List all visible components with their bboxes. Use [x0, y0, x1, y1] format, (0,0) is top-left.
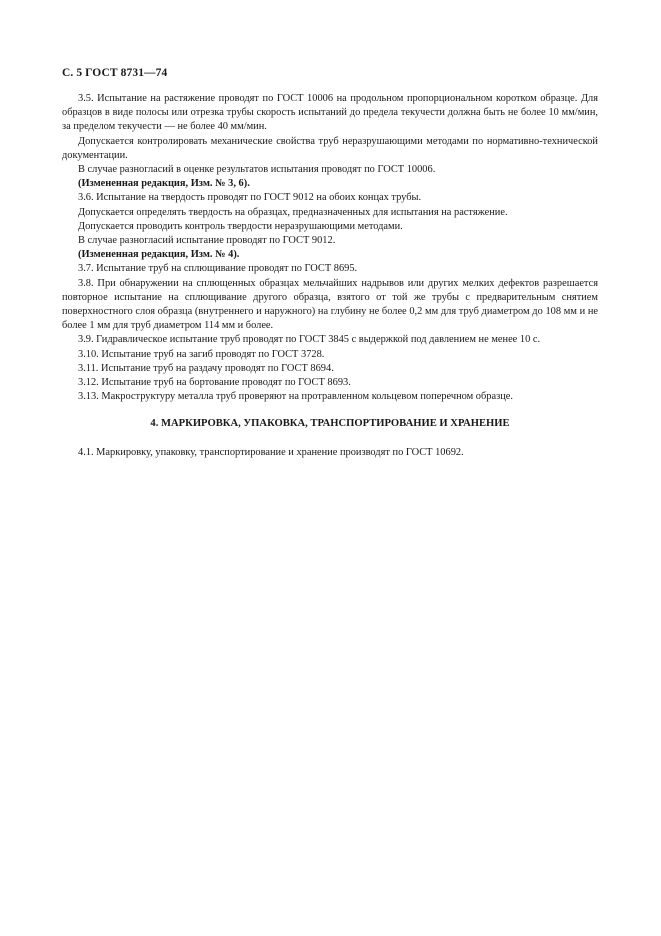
paragraph-disagreement-10006: В случае разногласий в оценке результатов испытания проводят по ГОСТ 10006. [78, 164, 436, 176]
paragraph-hardness-samples: Допускается определять твердость на образцах, предназначенных для испытания на растяжение. [78, 206, 508, 218]
paragraph-3-13: 3.13. Макроструктуру металла труб проверяют на протравленном кольцевом поперечном образце. [78, 391, 513, 403]
revision-note-3-6: (Измененная редакция, Изм. № 3, 6). [78, 178, 250, 190]
paragraph-3-6: 3.6. Испытание на твердость проводят по ГОСТ 9012 на обоих концах трубы. [78, 192, 422, 204]
paragraph-4-1: 4.1. Маркировку, упаковку, транспортирование и хранение производят по ГОСТ 10692. [78, 446, 464, 458]
paragraph-3-12: 3.12. Испытание труб на бортование проводят по ГОСТ 8693. [78, 377, 351, 389]
paragraph-disagreement-9012: В случае разногласий испытание проводят по ГОСТ 9012. [78, 235, 336, 247]
paragraph-3-9: 3.9. Гидравлическое испытание труб проводят по ГОСТ 3845 с выдержкой под давлением не менее 10 с. [78, 334, 541, 346]
revision-note-4: (Измененная редакция, Изм. № 4). [78, 249, 240, 261]
paragraph-3-8: 3.8. При обнаружении на сплющенных образцах мельчайших надрывов или других мелких дефектов разрешается повторное испытание на сплющивание другого образца, взятого от той же трубы с предварительным снятием поверхностного слоя образца (внутреннего и наружного) на глубину не более 0,2 мм для труб диаметром до 108 мм и не более 1 мм для труб диаметром 114 мм и более. [62, 277, 598, 332]
paragraph-hardness-nondestructive: Допускается проводить контроль твердости неразрушающими методами. [78, 220, 403, 232]
paragraph-3-5: 3.5. Испытание на растяжение проводят по ГОСТ 10006 на продольном пропорциональном коротком образце. Для образцов в виде полосы или отрезка трубы скорость испытаний до предела текучести должна быть не более 10 мм/мин, за пределом текучести — не более 40 мм/мин. [62, 93, 598, 133]
page-header: С. 5 ГОСТ 8731—74 [62, 67, 168, 79]
paragraph-3-11: 3.11. Испытание труб на раздачу проводят по ГОСТ 8694. [78, 362, 334, 374]
paragraph-3-7: 3.7. Испытание труб на сплющивание проводят по ГОСТ 8695. [78, 263, 358, 275]
document-body [62, 92, 598, 460]
section-4-heading: 4. МАРКИРОВКА, УПАКОВКА, ТРАНСПОРТИРОВАНИЕ И ХРАНЕНИЕ [150, 418, 510, 430]
paragraph-3-10: 3.10. Испытание труб на загиб проводят по ГОСТ 3728. [78, 348, 325, 360]
paragraph-nondestructive-mech: Допускается контролировать механические свойства труб неразрушающими методами по нормативно-технической документации. [62, 135, 598, 161]
